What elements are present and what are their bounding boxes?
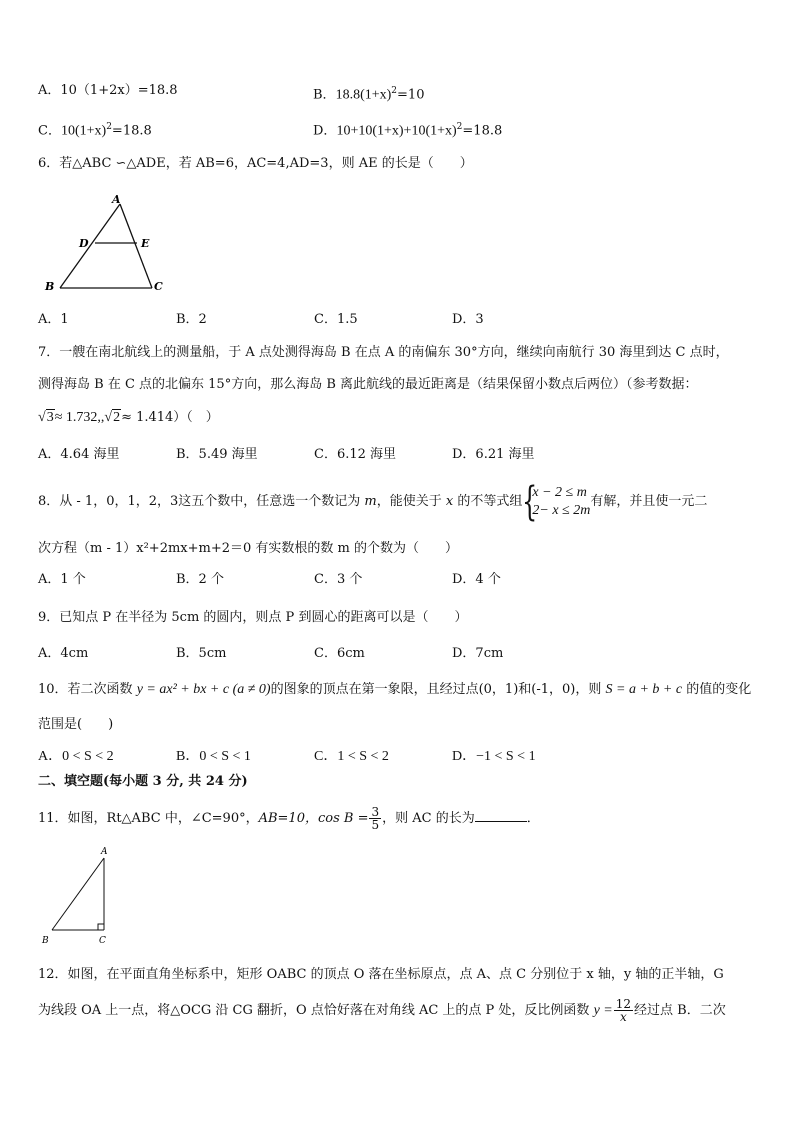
q8-var-x: x bbox=[445, 494, 454, 509]
q5-option-b-math: 18.8(1+x) bbox=[335, 87, 392, 103]
q7-ref-mid: ≈ 1.732,, bbox=[54, 410, 105, 425]
q9-text: 9．已知点 P 在半径为 5cm 的圆内，则点 P 到圆心的距离可以是（ ） bbox=[38, 610, 468, 625]
q11-text bbox=[38, 806, 540, 832]
q5-option-d-label: D． bbox=[313, 123, 337, 139]
q6-option-b: B．2 bbox=[176, 312, 207, 327]
q11-right-triangle-figure bbox=[38, 843, 118, 949]
q12-y-equals: y = bbox=[593, 1003, 613, 1018]
q11-start: 11．如图，Rt△ABC 中，∠C=90°， bbox=[38, 811, 259, 826]
q9-option-d: D．7cm bbox=[452, 646, 504, 661]
q5-option-d-tail: =18.8 bbox=[462, 123, 503, 139]
q12-fraction: $\frac{12}{x}$ bbox=[615, 997, 632, 1024]
q8-inequality-2: 2− x ≤ 2m bbox=[532, 502, 591, 518]
q5-option-b-label: B． bbox=[313, 87, 336, 103]
q8-option-a: A．1 个 bbox=[38, 572, 86, 587]
q10-option-a: A．0 < S < 2 bbox=[38, 749, 114, 764]
q7-ref-end: ≈ 1.414）（ ） bbox=[121, 410, 219, 425]
section-2-heading: 二、填空题(每小题 3 分, 共 24 分) bbox=[38, 774, 248, 789]
q8-option-c: C．3 个 bbox=[314, 572, 363, 587]
q10-line-1-start: 10．若二次函数 bbox=[38, 682, 137, 697]
q12-line-2-start: 为线段 OA 上一点，将△OCG 沿 CG 翻折，O 点恰好落在对角线 AC 上的点 P 处，反比例函数 bbox=[38, 1003, 594, 1018]
q5-option-b bbox=[313, 82, 424, 104]
q8-line-1 bbox=[38, 478, 708, 525]
q5-option-c-tail: =18.8 bbox=[111, 123, 152, 139]
q11-tail: ． bbox=[526, 811, 540, 826]
q11-label-b: B bbox=[42, 936, 49, 946]
q5-option-c bbox=[38, 118, 152, 140]
q10-option-d: D．−1 < S < 1 bbox=[452, 749, 536, 764]
q7-line-3 bbox=[38, 409, 219, 427]
q5-option-c-math: 10(1+x) bbox=[60, 123, 107, 139]
q11-answer-blank bbox=[475, 808, 527, 822]
q11-fraction: $\frac{3}{5}$ bbox=[371, 805, 380, 832]
q8-inequality-system bbox=[522, 478, 591, 525]
q8-brace: { bbox=[522, 478, 538, 525]
q10-option-c: C．1 < S < 2 bbox=[314, 749, 389, 764]
q10-option-b: B．0 < S < 1 bbox=[176, 749, 251, 764]
q6-option-c: C．1.5 bbox=[314, 312, 358, 327]
q5-option-a: A．10（1+2x）=18.8 bbox=[38, 83, 178, 98]
q11-mid: AB=10，cos B = bbox=[258, 811, 369, 826]
q6-triangle-figure bbox=[40, 192, 175, 297]
q8-line-1-mid2: 的不等式组 bbox=[453, 494, 523, 509]
q8-line-1-end: 有解，并且使一元二 bbox=[590, 494, 708, 509]
q6-label-d: D bbox=[79, 237, 89, 250]
q7-option-b: B．5.49 海里 bbox=[176, 447, 258, 462]
q9-option-a: A．4cm bbox=[38, 646, 89, 661]
q10-s-expression: S = a + b + c bbox=[605, 682, 683, 697]
q8-line-1-mid: ，能使关于 bbox=[376, 494, 446, 509]
q8-line-2: 次方程（m - 1）x²+2mx+m+2＝0 有实数根的数 m 的个数为（ ） bbox=[38, 541, 458, 556]
q7-line-2: 测得海岛 B 在 C 点的北偏东 15°方向，那么海岛 B 离此航线的最近距离是（结果保留小数点后两位）（参考数据： bbox=[38, 377, 698, 392]
q5-option-b-exp: 2 bbox=[391, 86, 398, 96]
q9-option-c: C．6cm bbox=[314, 646, 365, 661]
q6-label-b: B bbox=[45, 280, 55, 293]
q5-option-d bbox=[313, 118, 502, 140]
q7-line-1: 7．一艘在南北航线上的测量船，于 A 点处测得海岛 B 在点 A 的南偏东 30°方向，继续向南航行 30 海里到达 C 点时， bbox=[38, 345, 729, 360]
q8-line-1-start: 8．从 - 1，0，1，2，3这五个数中，任意选一个数记为 bbox=[38, 494, 365, 509]
q10-function: y = ax² + bx + c (a ≠ 0) bbox=[136, 682, 271, 697]
q6-label-e: E bbox=[141, 237, 150, 250]
q5-option-c-label: C． bbox=[38, 123, 61, 139]
q6-label-a: A bbox=[112, 193, 121, 206]
q5-option-b-tail: =10 bbox=[397, 87, 425, 103]
q8-var-m: m bbox=[364, 494, 377, 509]
q10-line-1 bbox=[38, 681, 751, 699]
q6-option-a: A．1 bbox=[38, 312, 69, 327]
q11-label-c: C bbox=[99, 936, 106, 946]
q10-line-1-end: 的值的变化 bbox=[682, 682, 752, 697]
q11-label-a: A bbox=[101, 847, 108, 857]
q9-option-b: B．5cm bbox=[176, 646, 227, 661]
q12-line-2 bbox=[38, 996, 726, 1026]
q6-option-d: D．3 bbox=[452, 312, 484, 327]
q6-text: 6．若△ABC ∽△ADE，若 AB=6，AC=4,AD=3，则 AE 的长是（ ） bbox=[38, 156, 473, 171]
q8-inequality-1: x − 2 ≤ m bbox=[532, 484, 587, 500]
q12-line-1: 12．如图，在平面直角坐标系中，矩形 OABC 的顶点 O 落在坐标原点，点 A、点 C 分别位于 x 轴，y 轴的正半轴，G bbox=[38, 967, 724, 982]
q6-label-c: C bbox=[154, 280, 163, 293]
q5-option-c-exp: 2 bbox=[106, 122, 112, 132]
q7-sqrt-2: √2 bbox=[104, 410, 121, 425]
q7-option-a: A．4.64 海里 bbox=[38, 447, 120, 462]
q8-option-b: B．2 个 bbox=[176, 572, 224, 587]
q7-option-c: C．6.12 海里 bbox=[314, 447, 397, 462]
q11-end: ，则 AC 的长为 bbox=[382, 811, 475, 826]
q10-line-1-mid: 的图象的顶点在第一象限，且经过点(0，1)和(-1，0)，则 bbox=[270, 682, 606, 697]
q12-line-2-end: 经过点 B．二次 bbox=[634, 1003, 726, 1018]
q10-line-2: 范围是( ) bbox=[38, 717, 114, 732]
q5-option-d-math: 10+10(1+x)+10(1+x) bbox=[336, 123, 457, 139]
q7-option-d: D．6.21 海里 bbox=[452, 447, 535, 462]
q8-option-d: D．4 个 bbox=[452, 572, 501, 587]
q5-option-d-exp: 2 bbox=[456, 122, 463, 132]
q7-sqrt-3: √3 bbox=[38, 410, 54, 425]
